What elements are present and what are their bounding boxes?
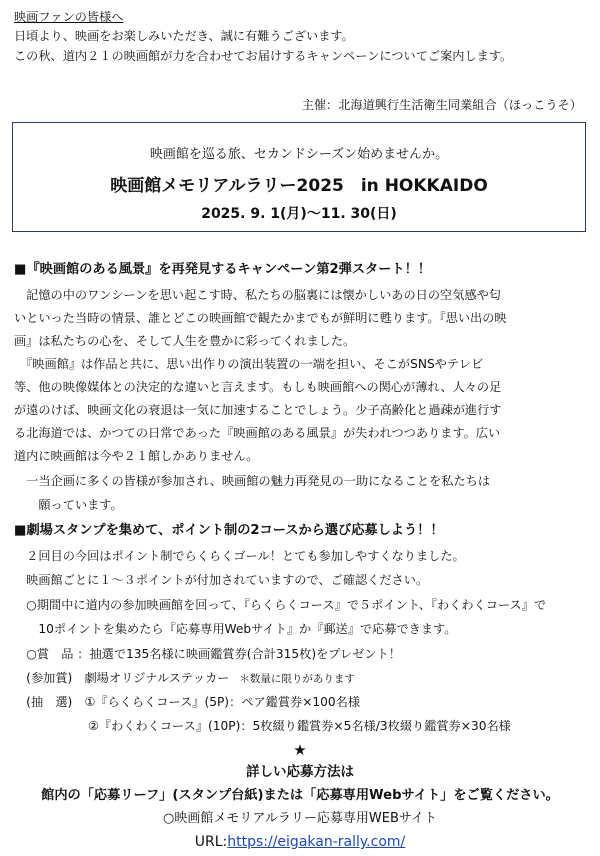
sponsor: 主催：北海道興行生活衛生同業組合（ほっこうそ） bbox=[301, 98, 582, 112]
section2-line: 映画館ごとに１～３ポイントが付加されていますので、ご確認ください。 bbox=[14, 573, 429, 587]
intro-line-1: 日頃より、映画をお楽しみいただき、誠に有難うございます。 bbox=[14, 29, 354, 43]
prize-line: ○賞 品 ：抽選で135名様に映画鑑賞券(合計315枚)をプレゼント！ bbox=[14, 647, 401, 661]
url-line bbox=[0, 833, 600, 851]
section1-line: 願っています。 bbox=[14, 498, 123, 512]
section2-line: ○期間中に道内の参加映画館を回って、『らくらくコース』で５ポイント、『わくわくコース』で bbox=[14, 598, 547, 612]
lottery-line-1: (抽 選) ①『らくらくコース』(5P)：ペア鑑賞券×100名様 bbox=[14, 695, 361, 709]
section1-line: 記憶の中のワンシーンを思い起こす時、私たちの脳裏には懐かしいあの日の空気感や匂 bbox=[14, 288, 501, 302]
section1-line: が遠のけば、映画文化の衰退は一気に加速することでしょう。少子高齢化と過疎が進行す bbox=[14, 403, 502, 417]
site-label: ○映画館メモリアルラリー応募専用WEBサイト bbox=[163, 811, 437, 826]
section1-line: 『映画館』は作品と共に、思い出作りの演出装置の一端を担い、そこがSNSやテレビ bbox=[14, 357, 484, 371]
apply-text: 館内の「応募リーフ」(スタンプ台紙)または「応募専用Webサイト」をご覧ください。 bbox=[41, 788, 559, 803]
section1-line: 道内に映画館は今や２１館しかありません。 bbox=[14, 449, 259, 463]
section1-line: 画』は私たちの心を、そして人生を豊かに彩ってくれました。 bbox=[14, 334, 356, 348]
section2-heading: ■劇場スタンプを集めて、ポイント制の2コースから選び応募しよう！！ bbox=[14, 523, 444, 538]
section1-line: 一当企画に多くの皆様が参加され、映画館の魅力再発見の一助になることを私たちは bbox=[14, 474, 491, 488]
rally-url-link[interactable]: https://eigakan-rally.com/ bbox=[227, 834, 406, 850]
star-icon: ★ bbox=[293, 741, 307, 759]
intro-line-2: この秋、道内２１の映画館が力を合わせてお届けするキャンペーンについてご案内します。 bbox=[14, 49, 513, 63]
participation-note: ＊数量に限りがあります bbox=[239, 673, 355, 685]
campaign-banner bbox=[12, 122, 586, 232]
section1-heading: ■『映画館のある風景』を再発見するキャンペーン第2弾スタート！！ bbox=[14, 262, 431, 277]
section2-line: 10ポイントを集めたら『応募専用Webサイト』か『郵送』で応募できます。 bbox=[14, 622, 457, 636]
greeting: 映画ファンの皆様へ bbox=[14, 10, 124, 24]
participation-label: (参加賞) 劇場オリジナルステッカー bbox=[14, 671, 230, 685]
section1-line: 等、他の映像媒体との決定的な違いと言えます。もしも映画館への関心が薄れ、人々の足 bbox=[14, 380, 502, 394]
banner-dates: 2025. 9. 1(月)～11. 30(日) bbox=[201, 206, 397, 222]
participation-prize bbox=[14, 670, 355, 687]
section1-line: る北海道では、かつての日常であった『映画館のある風景』が失われつつあります。広い bbox=[14, 426, 501, 440]
section2-line: ２回目の今回はポイント制でらくらくゴール！とても参加しやすくなりました。 bbox=[14, 549, 465, 563]
lottery-line-2: ②『わくわくコース』(10P)：5枚綴り鑑賞券×5名様/3枚綴り鑑賞券×30名様 bbox=[88, 719, 511, 733]
apply-heading: 詳しい応募方法は bbox=[246, 764, 354, 780]
banner-tagline: 映画館を巡る旅、セカンドシーズン始めませんか。 bbox=[149, 147, 449, 162]
section1-line: いといった当時の情景、誰とどこの映画館で観たかまでもが鮮明に甦ります。『思い出の映 bbox=[14, 311, 507, 325]
banner-title: 映画館メモリアルラリー2025 in HOKKAIDO bbox=[110, 176, 488, 196]
url-prefix: URL: bbox=[194, 834, 228, 850]
